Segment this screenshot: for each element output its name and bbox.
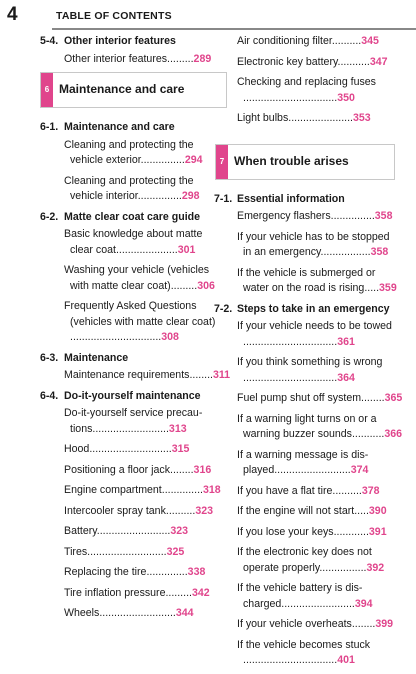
toc-entry-text: in an emergency [243,246,321,258]
toc-entry-text: Light bulbs [237,112,289,124]
toc-entry[interactable] [40,52,227,68]
leader-dots: .......................... [99,607,176,619]
toc-entry-text: Electronic key battery [237,55,338,68]
toc-entry[interactable] [215,55,395,71]
section-title: Steps to take in an emergency [237,302,390,315]
toc-entry-line [64,263,227,279]
left-column [40,34,231,627]
page-ref[interactable]: 301 [177,243,196,256]
toc-entry-line [64,606,227,622]
chapter-banner[interactable] [40,72,227,108]
toc-entry-text: If you have a flat tire [237,484,333,497]
toc-entry[interactable] [215,525,395,541]
leader-dots: ..... [354,505,369,517]
toc-entry[interactable] [215,209,395,225]
chapter-title: Maintenance and care [59,82,185,96]
chapter-title: When trouble arises [234,153,349,168]
page-ref[interactable]: 366 [384,428,403,440]
leader-dots: .............. [161,484,203,496]
toc-entry-line [237,319,395,335]
toc-entry-line [237,427,403,443]
toc-entry-text: charged [243,597,282,610]
toc-entry-line [64,52,227,68]
section-heading [40,120,227,136]
toc-entry-text: (vehicles with matte clear coat) [70,315,216,328]
header-rule [52,28,416,30]
leader-dots: ...................... [288,112,354,124]
page-header [0,0,416,30]
page-ref[interactable]: 364 [337,371,355,384]
toc-entry[interactable] [40,463,227,479]
toc-entry-line [237,638,395,654]
page-ref[interactable]: 399 [375,618,394,630]
toc-entry[interactable] [215,484,395,500]
chapter-number-badge: 7 [216,145,228,179]
section-number: 6-4. [40,389,59,402]
page-ref[interactable]: 342 [191,586,210,599]
toc-entry-line [237,391,403,407]
toc-entry-line [237,91,395,107]
toc-entry[interactable] [40,606,227,622]
toc-entry-text: Other interior features [64,52,168,65]
toc-entry[interactable] [215,34,395,50]
section-heading [40,351,227,367]
toc-entry-line [64,330,227,346]
toc-entry[interactable] [40,545,227,561]
leader-dots: ......... [167,52,194,65]
toc-entry-line [64,299,227,315]
page-ref[interactable]: 308 [161,331,179,343]
toc-entry[interactable] [215,545,395,576]
toc-entry[interactable] [40,138,227,169]
toc-entry-text: If the vehicle is submerged or [237,266,376,279]
toc-entry-line [237,335,395,351]
toc-entry-line [237,545,395,561]
toc-entry-text: Checking and replacing fuses [237,76,376,88]
toc-entry[interactable] [215,75,395,106]
section-title: Maintenance [64,351,129,364]
toc-entry-text: played [243,464,275,476]
toc-entry-text: Hood [64,443,90,455]
chapter-number-badge: 6 [41,73,53,107]
toc-entry[interactable] [215,266,395,297]
toc-entry[interactable] [212,355,395,386]
section-number: 7-1. [214,192,233,205]
toc-entry-line [64,524,227,540]
toc-entry[interactable] [40,565,227,581]
page-ref[interactable]: 345 [361,35,379,47]
page-ref[interactable]: 374 [350,464,369,476]
toc-entry-text: Air conditioning filter [237,35,332,47]
leader-dots: ........ [361,392,385,404]
toc-entry-text: Wheels [64,607,100,619]
section-number: 6-2. [40,210,59,223]
toc-entry[interactable] [40,442,227,458]
toc-entry-text: warning buzzer sounds [243,428,352,440]
page-ref[interactable]: 359 [379,282,397,294]
toc-entry-text: Cleaning and protecting the [64,138,194,151]
section-title: Other interior features [64,35,176,47]
toc-entry-text: Replacing the tire [64,566,147,578]
toc-entry-text: vehicle interior [70,190,138,202]
page-ref[interactable]: 315 [171,443,190,455]
toc-entry-line [64,463,227,479]
page-ref[interactable]: 392 [366,561,385,574]
toc-entry-line [64,545,227,561]
leader-dots: .............. [146,566,188,578]
page-ref[interactable]: 401 [337,654,355,666]
toc-entry-line [64,174,227,190]
toc-entry[interactable] [215,638,395,669]
page-ref[interactable]: 390 [368,505,387,517]
leader-dots: ..................... [115,243,178,256]
toc-entry-line [64,243,227,259]
page-ref[interactable]: 298 [181,190,200,202]
leader-dots: ................................ [243,91,338,104]
toc-entry-text: water on the road is rising [243,282,365,294]
toc-entry-text: If a warning light turns on or a [237,412,377,425]
toc-entry-line [237,653,395,669]
leader-dots: .......... [165,504,196,517]
chapter-banner[interactable] [215,144,395,180]
toc-entry-text: Battery [64,525,97,537]
page-ref[interactable]: 353 [353,112,371,124]
toc-entry-text: tions [70,422,93,435]
toc-entry-line [237,355,395,371]
toc-entry-line [64,315,227,331]
toc-entry-line [237,597,395,613]
toc-entry[interactable] [215,504,395,520]
leader-dots: ........... [351,428,385,440]
toc-entry-text: Maintenance requirements [64,369,190,381]
page-ref[interactable]: 361 [337,335,355,348]
toc-entry[interactable] [40,406,227,437]
page-ref[interactable]: 350 [337,91,355,104]
toc-entry[interactable] [40,504,227,520]
toc-entry-line [237,484,395,500]
toc-entry-line [237,371,395,387]
toc-entry[interactable] [215,448,395,479]
toc-entry-text: Positioning a floor jack [64,463,170,476]
leader-dots: ......... [165,586,192,599]
page-ref[interactable]: 311 [212,369,231,381]
page-ref[interactable]: 378 [361,484,380,497]
leader-dots: .......... [332,484,362,497]
leader-dots: ................................ [243,654,338,666]
toc-entry-text: Tires [64,545,88,558]
toc-entry-line [237,561,395,577]
toc-entry-line [237,448,395,464]
toc-entry[interactable] [40,227,227,258]
toc-entry[interactable] [215,581,395,612]
toc-entry-line [64,483,227,499]
section-title: Do-it-yourself maintenance [64,389,201,402]
page-ref[interactable]: 323 [170,525,189,537]
toc-entry-line [64,422,227,438]
leader-dots: ............... [137,190,182,202]
toc-entry[interactable] [215,319,395,350]
page-ref[interactable]: 325 [166,545,185,558]
toc-entry-text: If the engine will not start [237,505,355,517]
toc-entry-text: Basic knowledge about matte [64,228,203,240]
toc-entry-line [237,111,395,127]
page-ref[interactable]: 365 [384,392,403,404]
leader-dots: ............................... [70,331,162,343]
toc-entry-line [237,55,395,71]
toc-entry[interactable] [40,263,227,294]
toc-entry[interactable] [40,299,227,346]
toc-entry[interactable] [40,483,227,499]
leader-dots: ........... [337,55,370,68]
page-ref[interactable]: 316 [193,463,212,476]
leader-dots: ......... [170,279,198,292]
page-ref[interactable]: 394 [354,597,373,610]
toc-entry[interactable] [40,524,227,540]
leader-dots: ............... [330,210,375,222]
leader-dots: ........................... [87,545,167,558]
toc-entry[interactable] [215,111,395,127]
leader-dots: ......................... [96,525,171,537]
leader-dots: ............ [333,525,369,538]
toc-entry-line [64,227,227,243]
toc-entry-text: Engine compartment [64,484,162,496]
leader-dots: ......................... [281,597,355,610]
toc-entry-text: If the vehicle becomes stuck [237,638,371,651]
toc-entry-text: Frequently Asked Questions [64,300,197,312]
section-heading [40,210,227,226]
toc-entry-text: If your vehicle needs to be towed [237,320,392,332]
section-heading [215,302,395,318]
toc-entry[interactable] [40,174,227,205]
spacer [215,132,395,142]
toc-entry-text: If your vehicle has to be stopped [237,230,390,243]
toc-entry-line [237,617,395,633]
toc-entry-text: Tire inflation pressure [64,586,166,599]
leader-dots: ................................ [243,371,338,384]
section-number: 6-3. [40,351,59,364]
leader-dots: ........ [189,369,213,381]
toc-entry-text: Fuel pump shut off system [237,392,362,404]
section-heading [40,389,227,405]
toc-entry-text: clear coat [70,243,116,256]
section-number: 5-4. [40,35,59,47]
toc-entry-line [237,266,395,282]
toc-entry-text: Cleaning and protecting the [64,174,194,187]
page-ref[interactable]: 313 [168,422,187,435]
toc-entry-line [64,138,227,154]
toc-entry-line [237,34,395,50]
section-heading [40,34,227,50]
toc-entry-text: Emergency flashers [237,210,331,222]
leader-dots: ................ [319,561,367,574]
page-ref[interactable]: 391 [368,525,387,538]
section-heading [215,192,395,208]
toc-entry[interactable] [215,617,395,633]
toc-entry-line [237,581,395,597]
leader-dots: ................................ [243,335,338,348]
page-ref[interactable]: 344 [175,607,194,619]
leader-dots: .......................... [92,422,169,435]
toc-entry-line [64,442,227,458]
toc-entry-text: with matte clear coat) [70,279,171,292]
page-ref[interactable]: 318 [202,484,221,496]
leader-dots: .......................... [274,464,351,476]
toc-entry-line [64,586,227,602]
toc-entry-text: If the vehicle battery is dis- [237,582,363,594]
section-title: Maintenance and care [64,121,175,133]
toc-entry-text: operate properly [243,561,320,574]
leader-dots: ..... [364,282,380,294]
toc-entry[interactable] [215,391,403,407]
page-ref[interactable]: 289 [193,52,212,65]
toc-entry-text: Intercooler spray tank [64,504,166,517]
section-title: Matte clear coat care guide [64,210,201,223]
toc-entry-line [237,525,395,541]
toc-entry-line [64,368,231,384]
toc-entry-line [237,245,395,261]
leader-dots: ................. [320,246,371,258]
toc-entry-text: If you lose your keys [237,525,334,538]
toc-entry[interactable] [215,412,403,443]
toc-entry-text: If your vehicle overheats [237,618,352,630]
page-ref[interactable]: 294 [184,154,203,166]
leader-dots: ........ [170,463,194,476]
toc-entry-line [64,504,227,520]
toc-entry-line [237,463,395,479]
toc-entry-text: Do-it-yourself service precau- [64,407,203,419]
toc-entry-line [237,75,395,91]
toc-entry[interactable] [40,586,227,602]
toc-entry-text: If you think something is wrong [237,356,383,368]
toc-entry-line [64,565,227,581]
page-ref[interactable]: 347 [369,55,388,68]
section-number: 6-1. [40,121,59,133]
page-ref[interactable]: 338 [187,566,206,578]
section-number: 7-2. [214,302,233,315]
toc-entry-line [64,189,227,205]
toc-entry-line [64,279,227,295]
toc-entry-line [237,209,395,225]
toc-entry-text: Washing your vehicle (vehicles [64,264,210,276]
toc-entry-text: vehicle exterior [70,154,141,166]
toc-entry-line [237,230,395,246]
right-column [212,34,403,674]
toc-entry-line [237,412,395,428]
section-title: Essential information [237,192,345,205]
leader-dots: ........ [351,618,376,630]
page-ref[interactable]: 358 [370,246,389,258]
leader-dots: ............................ [89,443,172,455]
page-number: 4 [7,4,18,25]
header-title: TABLE OF CONTENTS [56,10,172,22]
page-ref[interactable]: 358 [374,210,393,222]
toc-entry[interactable] [215,230,395,261]
toc-entry-line [64,406,227,422]
leader-dots: ............... [140,154,185,166]
toc-entry-line [237,281,395,297]
toc-entry-line [237,504,395,520]
toc-entry-line [64,153,227,169]
toc-entry[interactable] [40,368,231,384]
page-ref[interactable]: 323 [195,504,213,517]
page-ref[interactable]: 306 [197,279,215,292]
toc-entry-text: If the electronic key does not [237,546,372,558]
toc-entry-text: If a warning message is dis- [237,448,369,461]
leader-dots: .......... [331,35,362,47]
